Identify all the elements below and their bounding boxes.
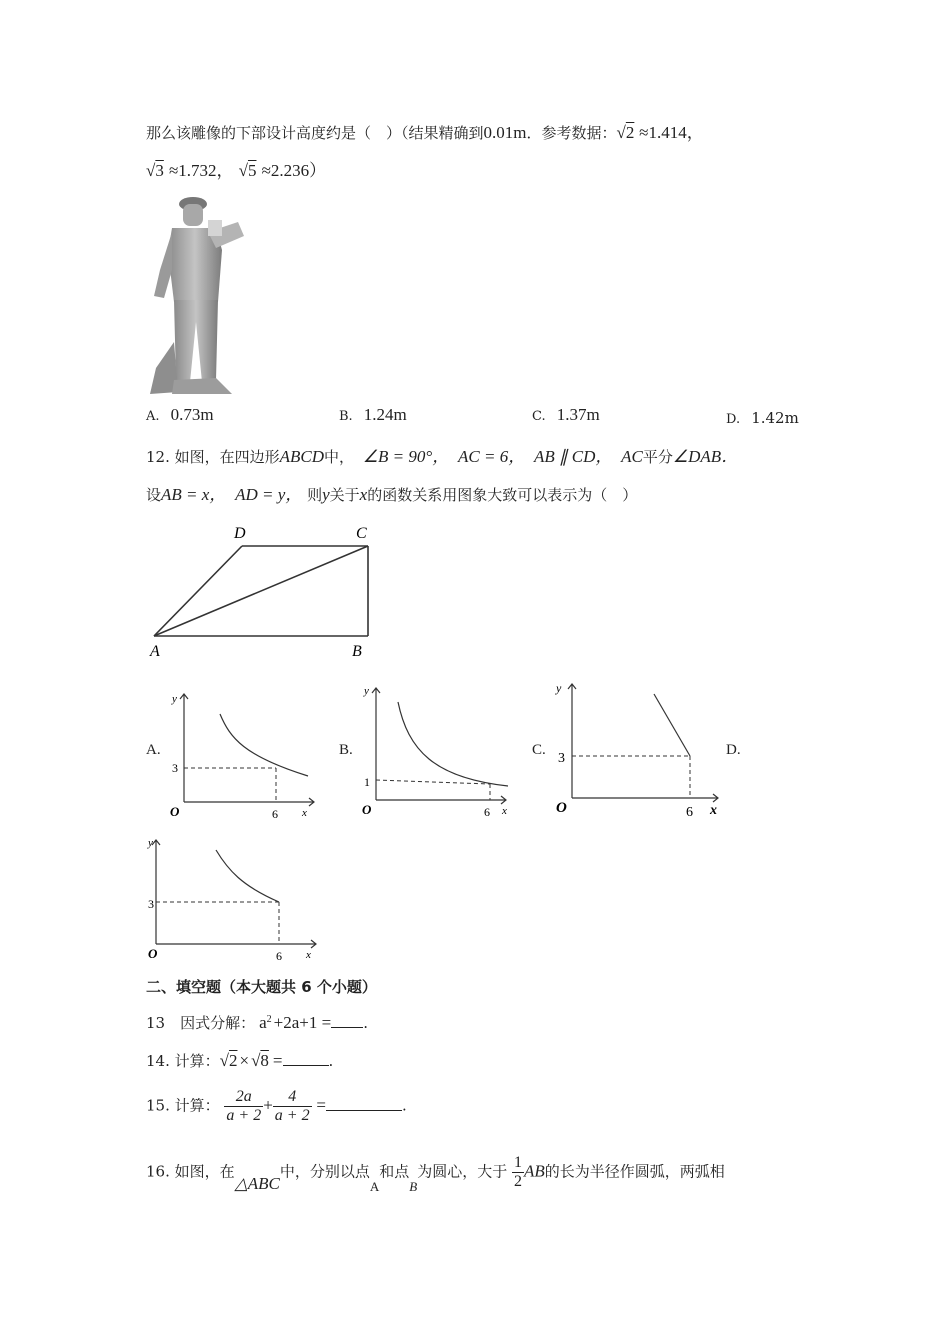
q11-option-b[interactable]: B. 1.24m [339, 405, 407, 424]
graph-d[interactable] [146, 836, 326, 962]
svg-text:O: O [556, 800, 567, 816]
svg-text:O: O [170, 804, 180, 819]
graph-option-d-label[interactable]: D. [726, 742, 741, 758]
q11-text: 那么该雕像的下部设计高度约是（ ）（结果精确到 [146, 124, 484, 142]
svg-text:y: y [148, 837, 153, 849]
svg-text:3: 3 [172, 761, 178, 775]
section-title: 二、填空题（本大题共 6 个小题） [146, 978, 377, 996]
q15-answer-blank[interactable] [326, 1096, 402, 1111]
graph-a[interactable] [164, 686, 324, 824]
q14-answer-blank[interactable] [283, 1051, 329, 1066]
q11-option-d[interactable]: D. 1.42m [726, 409, 799, 427]
q11-line1 [146, 118, 704, 143]
label-b: B [352, 643, 362, 660]
svg-text:O: O [362, 802, 372, 817]
graph-b[interactable] [356, 680, 516, 820]
q15: 15. 计算： $\frac{2a}{a + 2}$ + $\frac{4}{a + 2}$ = . [146, 1088, 407, 1124]
q12-line2: 设AB = x， AD = y， 则y关于x的函数关系用图象大致可以表示为（ ） [146, 485, 638, 504]
fraction-1: $\frac{2a}{a + 2}$ [226, 1088, 262, 1124]
sqrt5-symbol: √5 [238, 161, 257, 180]
graph-c[interactable] [552, 678, 732, 822]
q11-line2 [146, 156, 326, 181]
svg-text:6: 6 [276, 949, 282, 962]
svg-text:y: y [172, 693, 177, 705]
sqrt3-value: ≈1.732， [168, 161, 234, 180]
svg-text:x: x [710, 803, 717, 818]
label-c: C [356, 525, 367, 542]
sqrt2-symbol: √2 [616, 123, 635, 142]
q11-ref-label: ．参考数据： [526, 124, 617, 142]
graph-option-b-label[interactable]: B. [339, 742, 353, 758]
q11-precision: 0.01m [483, 123, 527, 142]
svg-text:x: x [502, 805, 507, 817]
sqrt-2-symbol: √2 [219, 1051, 238, 1070]
fraction-half: $\frac{1}{2}$ [513, 1154, 522, 1190]
svg-text:y: y [556, 681, 562, 695]
statue-image [146, 192, 246, 394]
q16: 16. 如图，在△ABC中，分别以点A和点B为圆心，大于 $\frac{1}{2}$ AB的长为半径作圆弧，两弧相 [146, 1154, 725, 1194]
sqrt5-value: ≈2.236） [261, 161, 327, 180]
quadrilateral-figure [146, 520, 386, 662]
svg-text:6: 6 [272, 807, 278, 821]
q11-option-c[interactable]: C. 1.37m [532, 405, 600, 424]
svg-text:x: x [306, 949, 311, 961]
q11-option-a[interactable]: A. 0.73m [146, 405, 214, 424]
label-d: D [234, 525, 246, 542]
graph-option-c-label[interactable]: C. [532, 742, 546, 758]
fraction-2: $\frac{4}{a + 2}$ [274, 1088, 310, 1124]
q13-answer-blank[interactable] [331, 1013, 363, 1028]
svg-text:1: 1 [364, 775, 370, 789]
q12-line1: 12. 如图，在四边形ABCD中， ∠B = 90°， AC = 6， AB ∥ CD， AC平分∠DAB． [146, 447, 739, 466]
sqrt-8-symbol: √8 [251, 1051, 269, 1070]
svg-text:3: 3 [148, 897, 154, 911]
sqrt2-value: ≈1.414， [639, 123, 704, 142]
q13: 13 因式分解： $a^2 +2a+1$ = . [146, 1013, 368, 1032]
svg-text:6: 6 [484, 805, 490, 819]
svg-text:y: y [364, 685, 369, 697]
svg-text:6: 6 [686, 805, 693, 820]
label-a: A [150, 643, 160, 660]
sqrt3-symbol: √3 [146, 161, 164, 180]
svg-text:x: x [302, 807, 307, 819]
graph-option-a-label[interactable]: A. [146, 742, 161, 758]
svg-text:3: 3 [558, 751, 565, 766]
svg-text:O: O [148, 946, 158, 961]
q14: 14. 计算：√2 × √8 = . [146, 1051, 334, 1070]
